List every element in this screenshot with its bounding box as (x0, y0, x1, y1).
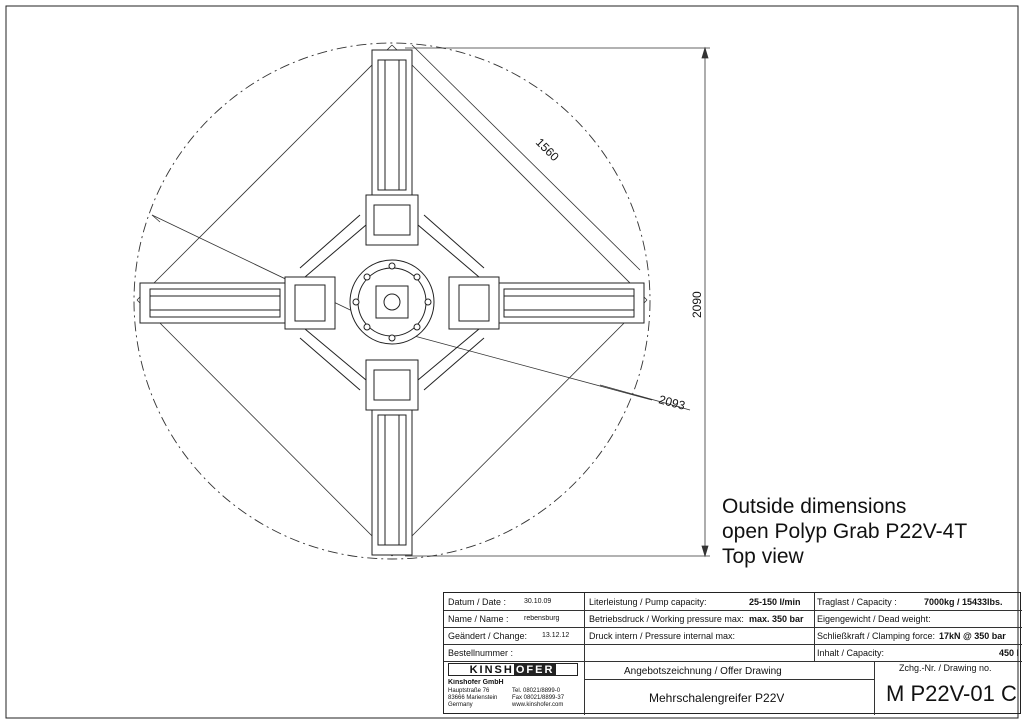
dimension-diagonal-label: 1560 (532, 135, 562, 164)
address-line-3: Germany (448, 702, 473, 708)
company-address (448, 688, 497, 709)
drawing-caption (722, 494, 967, 569)
contact-web: www.kinshofer.com (512, 702, 564, 708)
logo-right-text: OFER (515, 663, 555, 676)
address-line-1: Hauptstraße 76 (448, 688, 490, 694)
drawing-type: Angebotszeichnung / Offer Drawing (624, 666, 782, 677)
clamping-value: 17kN @ 350 bar (939, 631, 1006, 641)
kinshofer-logo (448, 663, 578, 676)
caption-line-2: open Polyp Grab P22V-4T (722, 520, 968, 543)
logo-left-text: KINSH (469, 663, 514, 676)
address-line-2: 83666 Marienstein (448, 695, 498, 701)
pressure-label: Betriebsdruck / Working pressure max: (589, 614, 744, 624)
dimension-width-label: 2093 (657, 392, 687, 413)
order-label: Bestellnummer : (448, 648, 514, 658)
pump-value: 25-150 l/min (749, 597, 801, 607)
caption-line-3: Top view (722, 545, 804, 568)
company-name: Kinshofer GmbH (448, 679, 504, 686)
clamping-label: Schließkraft / Clamping force: (817, 631, 936, 641)
drawing-title: Mehrschalengreifer P22V (649, 691, 785, 705)
internal-pressure-label: Druck intern / Pressure internal max: (589, 631, 736, 641)
name-label: Name / Name : (448, 614, 509, 624)
pressure-value: max. 350 bar (749, 614, 804, 624)
volume-label: Inhalt / Capacity: (817, 648, 885, 658)
capacity-label: Traglast / Capacity : (817, 597, 897, 607)
date-value: 30.10.09 (524, 598, 552, 605)
central-rotator (350, 260, 434, 344)
capacity-value: 7000kg / 15433lbs. (924, 597, 1003, 607)
dimension-height-label: 2090 (690, 291, 704, 318)
drawing-no-label: Zchg.-Nr. / Drawing no. (899, 663, 992, 673)
name-value: rebensburg (524, 615, 560, 622)
contact-fax: Fax 08021/8899-37 (512, 695, 565, 701)
company-contact (512, 688, 564, 709)
title-block (443, 592, 1021, 714)
caption-line-1: Outside dimensions (722, 495, 907, 518)
drawing-number: M P22V-01 C (886, 681, 1017, 706)
deadweight-label: Eigengewicht / Dead weight: (817, 614, 931, 624)
contact-tel: Tel. 08021/8899-0 (512, 688, 561, 694)
changed-value: 13.12.12 (542, 632, 570, 639)
date-label: Datum / Date : (448, 597, 507, 607)
volume-value: 450 l (999, 648, 1020, 658)
pump-label: Literleistung / Pump capacity: (589, 597, 707, 607)
changed-label: Geändert / Change: (448, 631, 528, 641)
